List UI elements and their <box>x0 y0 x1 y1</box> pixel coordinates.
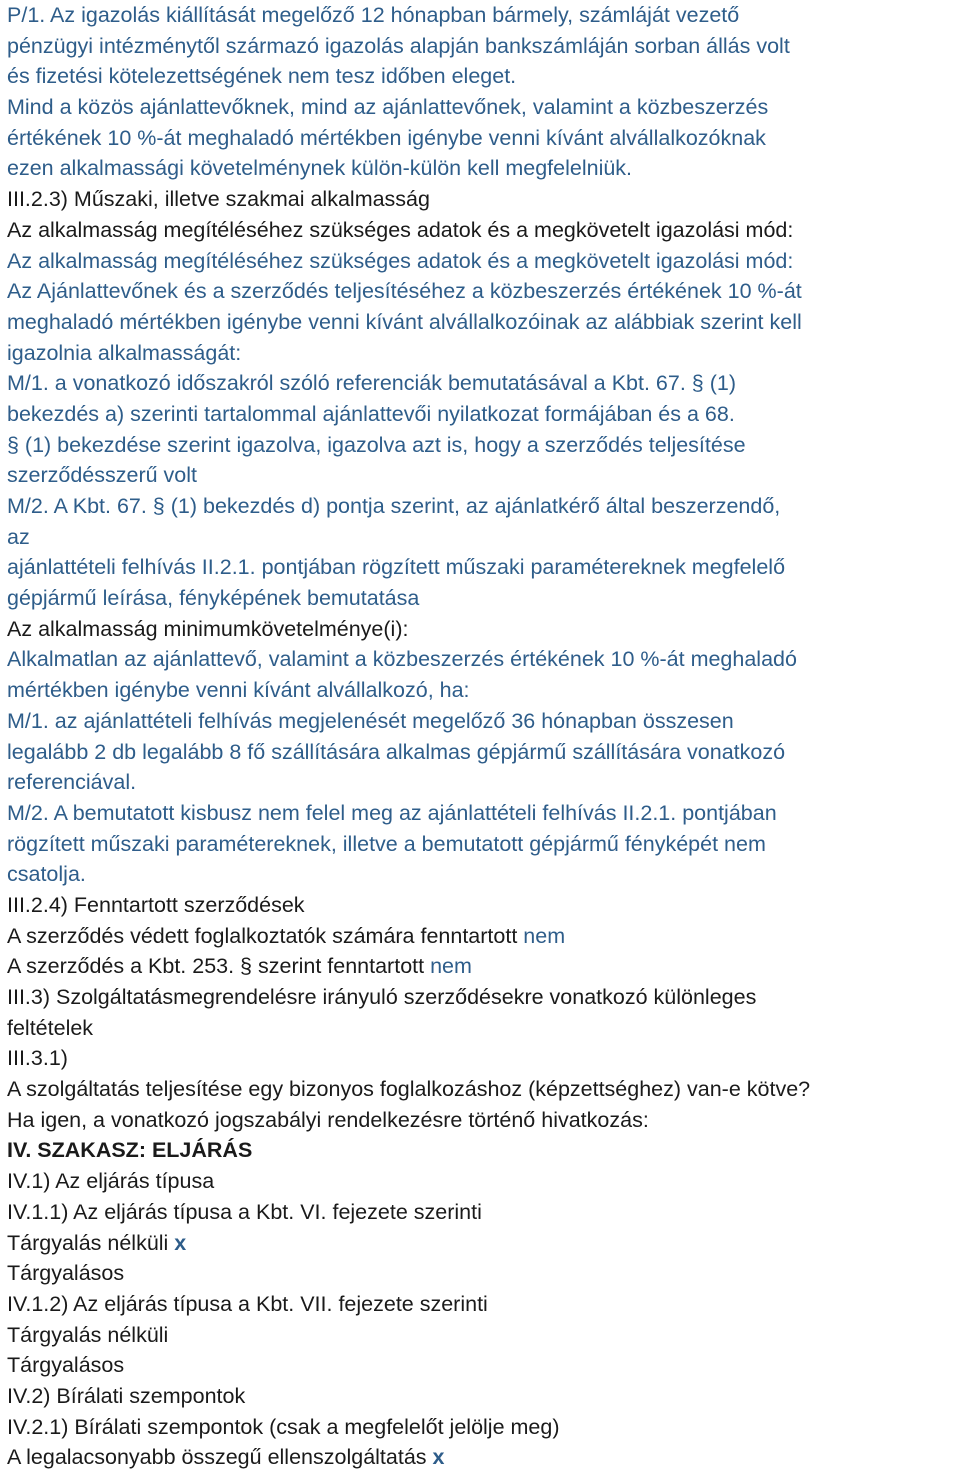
text-line <box>7 1442 959 1473</box>
label-text: Tárgyalásos <box>7 1353 125 1378</box>
label-text: Az alkalmasság minimumkövetelménye(i): <box>7 616 409 641</box>
text-line <box>7 1258 959 1289</box>
text-line <box>7 951 959 982</box>
label-text: IV.1.1) Az eljárás típusa a Kbt. VI. fejezete szerinti <box>7 1199 482 1224</box>
text-line <box>7 982 959 1013</box>
text-line <box>7 1197 959 1228</box>
field-value-text: bekezdés a) szerinti tartalommal ajánlattevői nyilatkozat formájában és a 68. <box>7 401 735 426</box>
field-value-text: pénzügyi intézménytől származó igazolás alapján bankszámláján sorban állás volt <box>7 33 790 58</box>
text-line <box>7 1043 959 1074</box>
label-text: IV.2.1) Bírálati szempontok (csak a megfelelőt jelölje meg) <box>7 1414 560 1439</box>
text-line <box>7 92 959 123</box>
field-value-text: Mind a közös ajánlattevőknek, mind az ajánlattevőnek, valamint a közbeszerzés <box>7 95 769 120</box>
text-line <box>7 737 959 768</box>
label-text: feltételek <box>7 1015 94 1040</box>
text-line <box>7 460 959 491</box>
text-line <box>7 1412 959 1443</box>
label-text: A szerződés védett foglalkoztatók számára fenntartott <box>7 923 524 948</box>
field-value-text: csatolja. <box>7 862 86 887</box>
text-line <box>7 1381 959 1412</box>
field-value-text: P/1. Az igazolás kiállítását megelőző 12 hónapban bármely, számláját vezető <box>7 3 740 27</box>
field-value-text: Alkalmatlan az ajánlattevő, valamint a közbeszerzés értékének 10 %-át meghaladó <box>7 647 797 672</box>
text-line <box>7 399 959 430</box>
field-value-text: igazolnia alkalmasságát: <box>7 340 242 365</box>
field-value-text: legalább 2 db legalább 8 fő szállítására alkalmas gépjármű szállítására vonatkozó <box>7 739 786 764</box>
field-value-text: referenciával. <box>7 770 137 795</box>
field-value-text: x <box>174 1230 187 1255</box>
text-line <box>7 153 959 184</box>
text-line <box>7 491 959 522</box>
label-text: Tárgyalás nélküli <box>7 1322 169 1347</box>
label-text: III.2.4) Fenntartott szerződések <box>7 892 305 917</box>
field-value-text: értékének 10 %-át meghaladó mértékben igénybe venni kívánt alvállalkozóknak <box>7 125 766 150</box>
text-line <box>7 368 959 399</box>
text-line <box>7 1166 959 1197</box>
text-line <box>7 246 959 277</box>
text-line <box>7 307 959 338</box>
label-text: IV.1) Az eljárás típusa <box>7 1169 215 1194</box>
field-value-text: M/2. A bemutatott kisbusz nem felel meg az ajánlattételi felhívás II.2.1. pontjában <box>7 800 777 825</box>
field-value-text: és fizetési kötelezettségének nem tesz időben eleget. <box>7 64 517 89</box>
label-text: IV.2) Bírálati szempontok <box>7 1383 246 1408</box>
field-value-text: szerződésszerű volt <box>7 463 197 488</box>
text-line <box>7 921 959 952</box>
field-value-text: rögzített műszaki paramétereknek, illetve a bemutatott gépjármű fényképét nem <box>7 831 766 856</box>
field-value-text: ezen alkalmassági követelménynek külön-külön kell megfelelniük. <box>7 156 633 181</box>
text-line <box>7 614 959 645</box>
text-line <box>7 1105 959 1136</box>
label-text: A legalacsonyabb összegű ellenszolgáltatás <box>7 1445 433 1470</box>
text-line <box>7 123 959 154</box>
field-value-text: x <box>432 1445 445 1470</box>
text-line <box>7 644 959 675</box>
field-value-text: M/2. A Kbt. 67. § (1) bekezdés d) pontja szerint, az ajánlatkérő által beszerzendő, <box>7 494 781 518</box>
text-line <box>7 1074 959 1105</box>
field-value-text: nem <box>523 923 566 948</box>
label-text: III.2.3) Műszaki, illetve szakmai alkalmasság <box>7 187 430 212</box>
text-line <box>7 276 959 307</box>
text-line <box>7 184 959 215</box>
text-line <box>7 1013 959 1044</box>
field-value-text: ajánlattételi felhívás II.2.1. pontjában rögzített műszaki paramétereknek megfelelő <box>7 555 786 580</box>
text-line <box>7 552 959 583</box>
label-text: Tárgyalás nélküli <box>7 1230 175 1255</box>
text-line <box>7 675 959 706</box>
text-line <box>7 767 959 798</box>
text-line <box>7 706 959 737</box>
field-value-text: M/1. a vonatkozó időszakról szóló referenciák bemutatásával a Kbt. 67. § (1) <box>7 371 736 396</box>
label-text: III.3.1) <box>7 1046 68 1071</box>
field-value-text: mértékben igénybe venni kívánt alvállalkozó, ha: <box>7 678 470 703</box>
text-line <box>7 215 959 246</box>
label-text: A szolgáltatás teljesítése egy bizonyos foglalkozáshoz (képzettséghez) van-e kötve? <box>7 1077 811 1102</box>
text-line <box>7 430 959 461</box>
text-line <box>7 859 959 890</box>
field-value-text: Az alkalmasság megítéléséhez szükséges adatok és a megkövetelt igazolási mód: <box>7 248 794 273</box>
label-text: Tárgyalásos <box>7 1261 125 1286</box>
text-line <box>7 798 959 829</box>
text-line <box>7 61 959 92</box>
text-line <box>7 1289 959 1320</box>
label-text: A szerződés a Kbt. 253. § szerint fenntartott <box>7 954 431 979</box>
label-text: IV.1.2) Az eljárás típusa a Kbt. VII. fejezete szerinti <box>7 1291 488 1316</box>
text-line <box>7 583 959 614</box>
text-line <box>7 31 959 62</box>
text-line <box>7 1135 959 1166</box>
text-line <box>7 1350 959 1381</box>
text-line <box>7 1320 959 1351</box>
text-line <box>7 338 959 369</box>
text-line <box>7 522 959 553</box>
field-value-text: M/1. az ajánlattételi felhívás megjelenését megelőző 36 hónapban összesen <box>7 708 734 733</box>
field-value-text: nem <box>430 954 472 979</box>
field-value-text: meghaladó mértékben igénybe venni kívánt alvállalkozóinak az alábbiak szerint kell <box>7 309 802 334</box>
text-line <box>7 1228 959 1259</box>
label-text: Az alkalmasság megítéléséhez szükséges adatok és a megkövetelt igazolási mód: <box>7 217 794 242</box>
field-value-text: § (1) bekezdése szerint igazolva, igazolva azt is, hogy a szerződés teljesítése <box>7 432 746 457</box>
label-text: III.3) Szolgáltatásmegrendelésre irányuló szerződésekre vonatkozó különleges <box>7 985 757 1009</box>
field-value-text: az <box>7 524 30 549</box>
field-value-text: gépjármű leírása, fényképének bemutatása <box>7 586 420 611</box>
field-value-text: Az Ajánlattevőnek és a szerződés teljesítéséhez a közbeszerzés értékének 10 %-át <box>7 279 802 304</box>
label-text: Ha igen, a vonatkozó jogszabályi rendelkezésre történő hivatkozás: <box>7 1107 649 1132</box>
text-line <box>7 829 959 860</box>
label-text: IV. SZAKASZ: ELJÁRÁS <box>7 1138 253 1163</box>
text-line <box>7 890 959 921</box>
text-line <box>7 0 959 31</box>
